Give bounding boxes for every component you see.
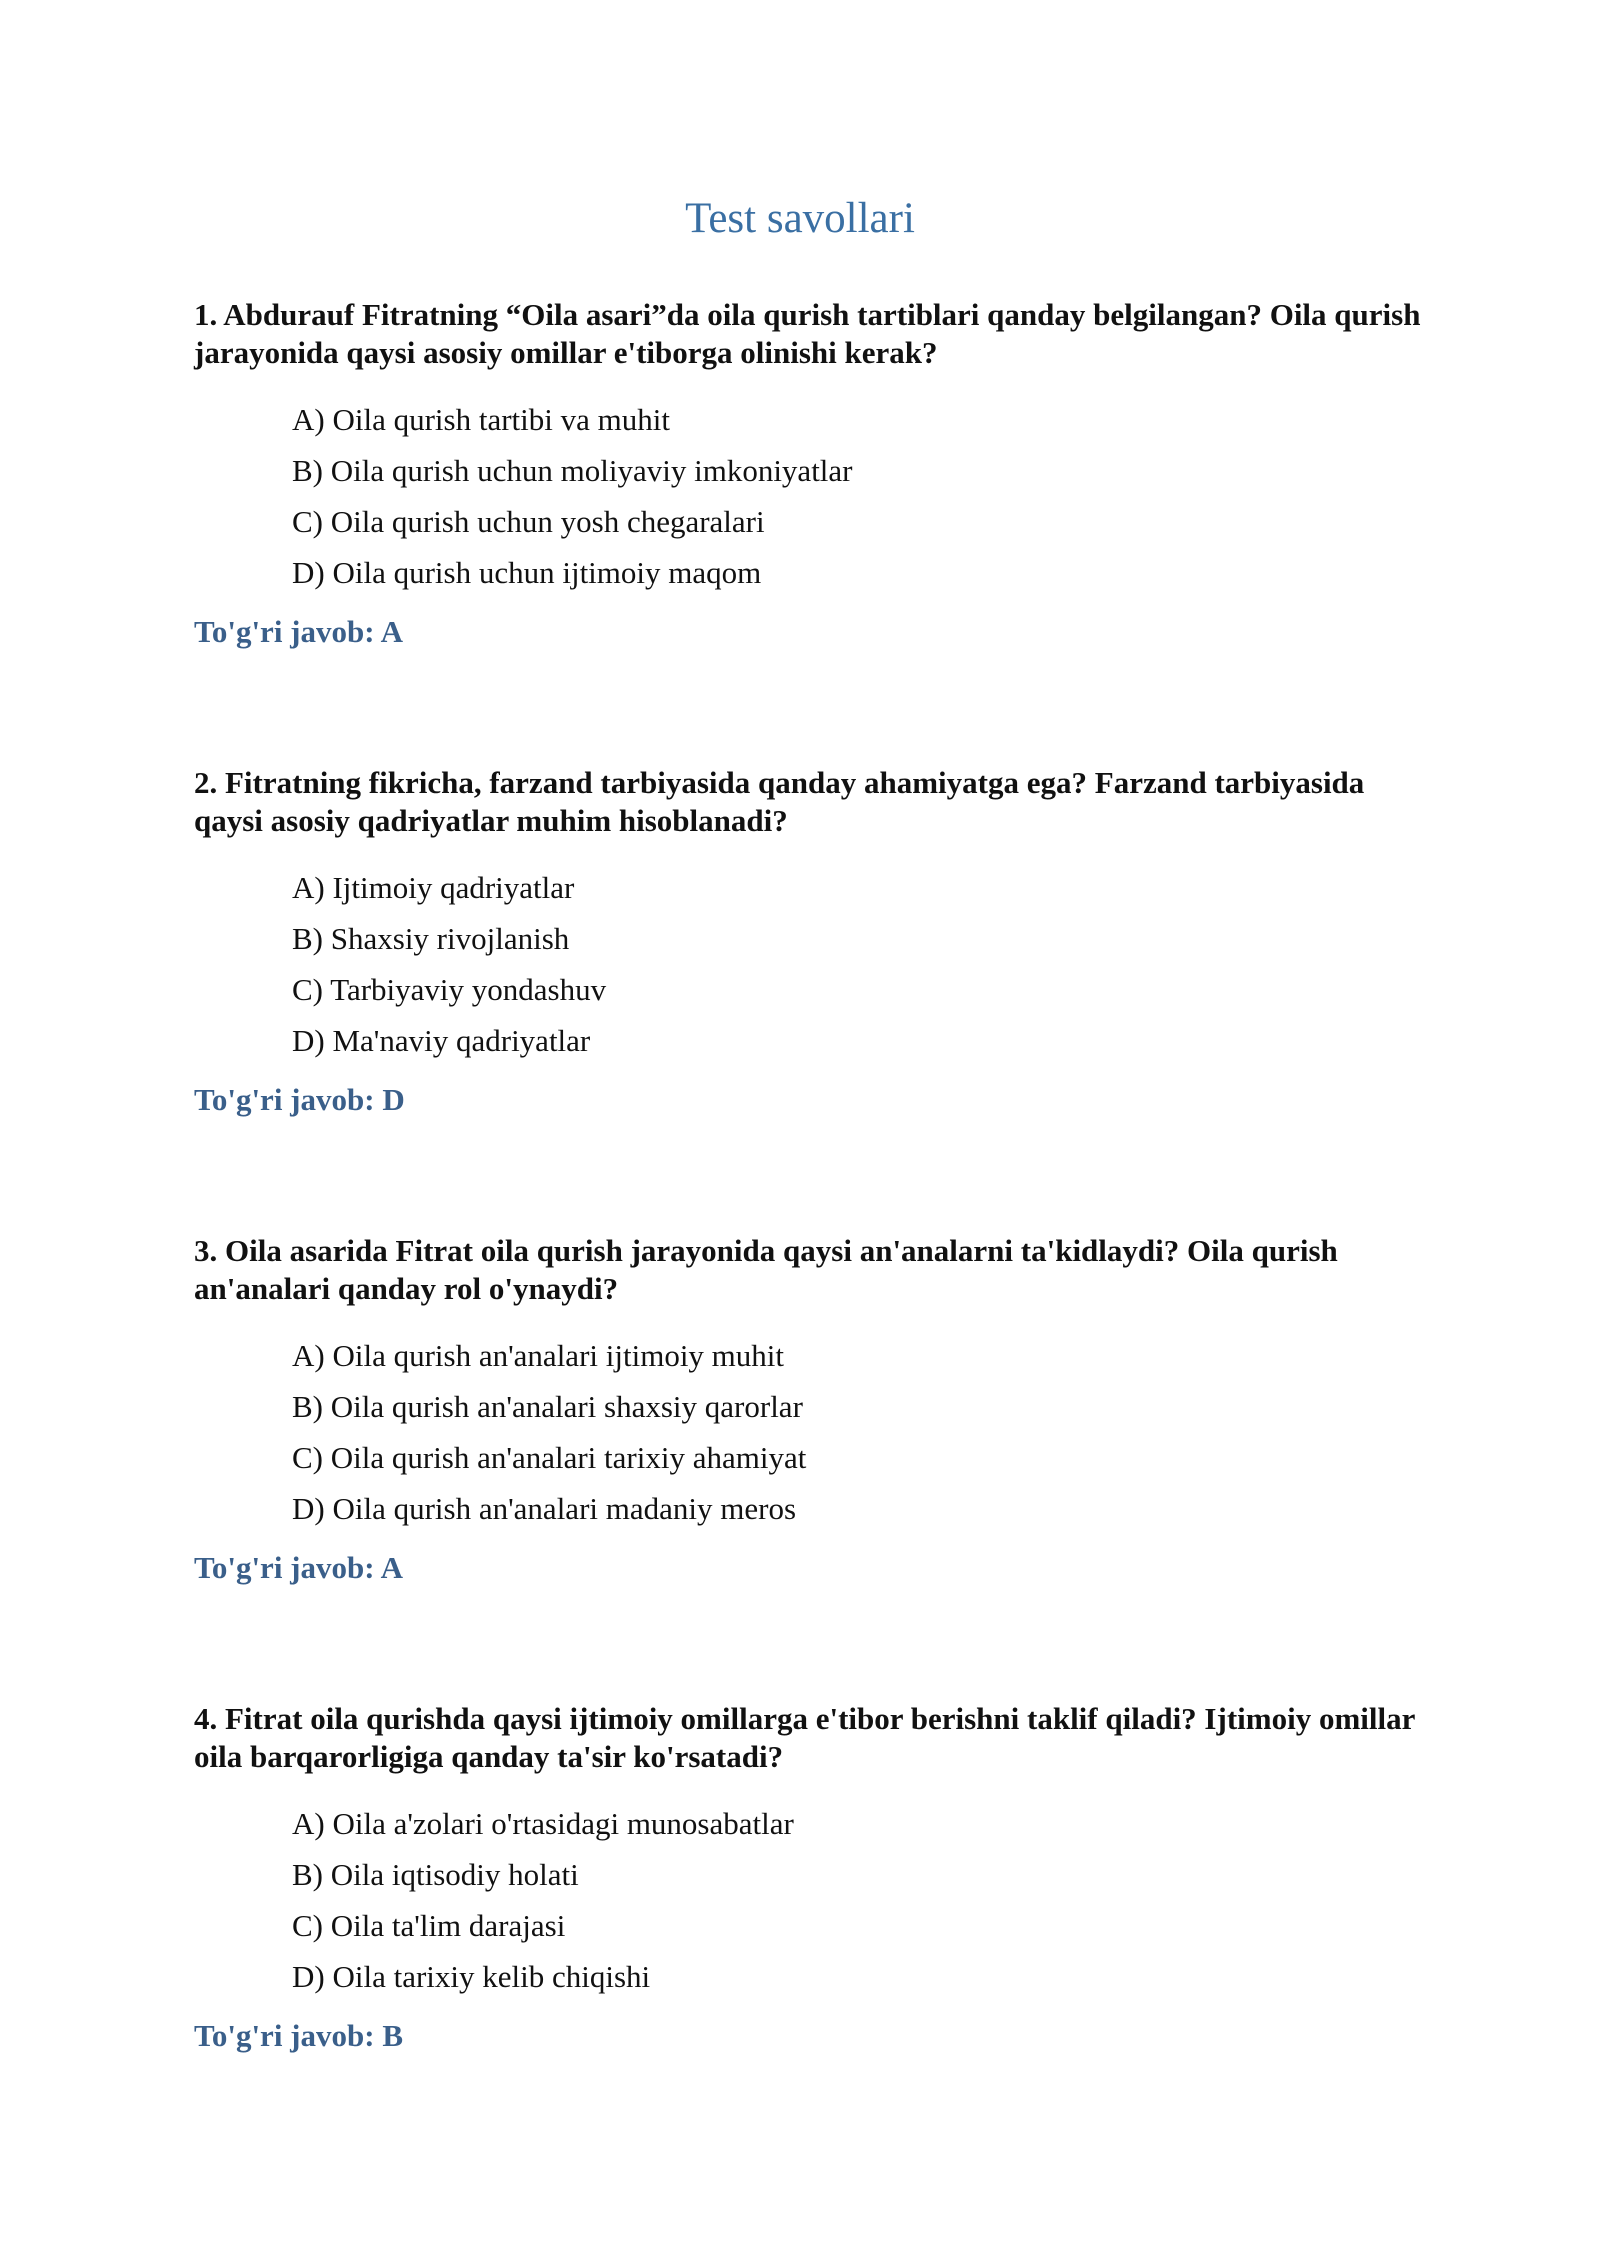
correct-answer: To'g'ri javob: A (194, 614, 403, 649)
correct-answer: To'g'ri javob: B (194, 2018, 403, 2053)
option-b: B) Shaxsiy rivojlanish (292, 921, 570, 956)
question-text: 2. Fitratning fikricha, farzand tarbiyasida qanday ahamiyatga ega? Farzand tarbiyasida qaysi asosiy qadriyatlar muhim hisoblanadi? (194, 765, 1365, 838)
option-c: C) Oila qurish uchun yosh chegaralari (292, 504, 765, 539)
option-d: D) Ma'naviy qadriyatlar (292, 1023, 591, 1058)
question-3 (194, 1232, 1424, 1588)
answer-options (292, 394, 1424, 598)
question-text: 3. Oila asarida Fitrat oila qurish jarayonida qaysi an'analarni ta'kidlaydi? Oila qurish an'analari qanday rol o'ynaydi? (194, 1233, 1338, 1306)
option-b: B) Oila iqtisodiy holati (292, 1857, 579, 1892)
option-d: D) Oila qurish an'analari madaniy meros (292, 1491, 797, 1526)
option-c: C) Oila ta'lim darajasi (292, 1908, 566, 1943)
option-c: C) Tarbiyaviy yondashuv (292, 972, 607, 1007)
option-d: D) Oila tarixiy kelib chiqishi (292, 1959, 651, 1994)
answer-options (292, 1330, 1424, 1534)
question-2 (194, 764, 1424, 1120)
correct-answer: To'g'ri javob: D (194, 1082, 405, 1117)
option-b: B) Oila qurish uchun moliyaviy imkoniyatlar (292, 453, 853, 488)
option-c: C) Oila qurish an'analari tarixiy ahamiyat (292, 1440, 807, 1475)
option-a: A) Oila a'zolari o'rtasidagi munosabatlar (292, 1806, 794, 1841)
option-b: B) Oila qurish an'analari shaxsiy qarorlar (292, 1389, 803, 1424)
document-title: Test savollari (685, 195, 915, 242)
option-a: A) Ijtimoiy qadriyatlar (292, 870, 575, 905)
answer-options (292, 862, 1424, 1066)
question-4 (194, 1700, 1424, 2056)
answer-options (292, 1798, 1424, 2002)
question-text: 1. Abdurauf Fitratning “Oila asari”da oila qurish tartiblari qanday belgilangan? Oila qurish jarayonida qaysi asosiy omillar e'tiborga olinishi kerak? (194, 297, 1421, 370)
question-1 (194, 296, 1424, 652)
question-text: 4. Fitrat oila qurishda qaysi ijtimoiy omillarga e'tibor berishni taklif qiladi? Ijtimoiy omillar oila barqarorligiga qanday ta'sir ko'rsatadi? (194, 1701, 1415, 1774)
option-a: A) Oila qurish an'analari ijtimoiy muhit (292, 1338, 785, 1373)
correct-answer: To'g'ri javob: A (194, 1550, 403, 1585)
option-a: A) Oila qurish tartibi va muhit (292, 402, 670, 437)
option-d: D) Oila qurish uchun ijtimoiy maqom (292, 555, 762, 590)
